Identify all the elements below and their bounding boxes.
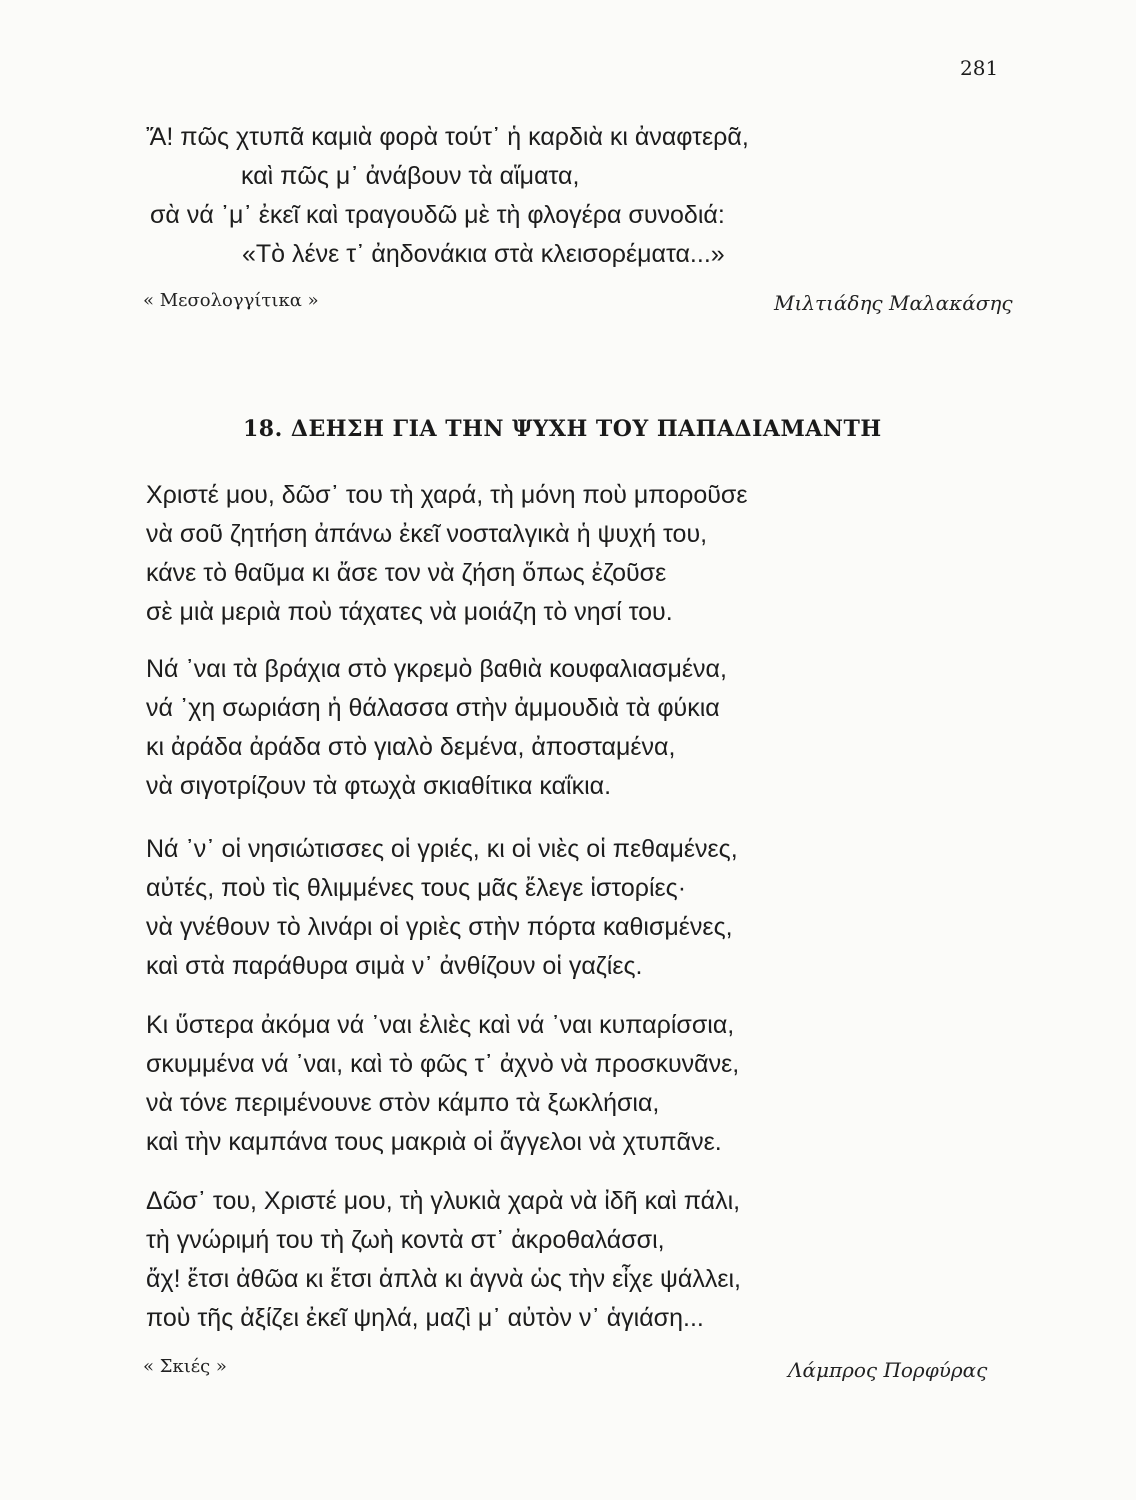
poem2-line: κάνε τὸ θαῦμα κι ἄσε τον νὰ ζήση ὅπως ἐζοῦσε bbox=[146, 559, 667, 587]
poem1-stanza bbox=[138, 118, 938, 274]
poem2-line: σὲ μιὰ μεριὰ ποὺ τάχατες νὰ μοιάζη τὸ νησί του. bbox=[146, 598, 673, 626]
poem2-line: κι ἀράδα ἀράδα στὸ γιαλὸ δεμένα, ἀποσταμένα, bbox=[146, 733, 676, 761]
poem2-line: Κι ὕστερα ἀκόμα νά ᾽ναι ἐλιὲς καὶ νά ᾽ναι κυπαρίσσια, bbox=[146, 1011, 735, 1039]
poem1-line: Ἄ! πῶς χτυπᾶ καμιὰ φορὰ τούτ᾽ ἡ καρδιὰ κι ἀναφτερᾶ, bbox=[146, 123, 749, 151]
poem2-line: ἄχ! ἔτσι ἀθῶα κι ἔτσι ἁπλὰ κι ἁγνὰ ὡς τὴν εἶχε ψάλλει, bbox=[146, 1265, 741, 1293]
poem2-line: καὶ τὴν καμπάνα τους μακριὰ οἱ ἄγγελοι νὰ χτυπᾶνε. bbox=[146, 1128, 722, 1156]
poem1-line: καὶ πῶς μ᾽ ἀνάβουν τὰ αἵματα, bbox=[241, 162, 580, 190]
poem2-line: νὰ τόνε περιμένουνε στὸν κάμπο τὰ ξωκλήσια, bbox=[146, 1089, 660, 1117]
poem2-line: νὰ γνέθουν τὸ λινάρι οἱ γριὲς στὴν πόρτα καθισμένες, bbox=[146, 913, 733, 941]
poem1-line: «Τὸ λένε τ᾽ ἀηδονάκια στὰ κλεισορέματα...» bbox=[242, 240, 725, 268]
poem2-stanza-3 bbox=[146, 830, 738, 986]
poem1-source: « Μεσολογγίτικα » bbox=[143, 290, 319, 311]
poem2-author: Λάμπρος Πορφύρας bbox=[788, 1358, 988, 1382]
poem2-line: σκυμμένα νά ᾽ναι, καὶ τὸ φῶς τ᾽ ἀχνὸ νὰ προσκυνᾶνε, bbox=[146, 1050, 740, 1078]
poem2-line: καὶ στὰ παράθυρα σιμὰ ν᾽ ἀνθίζουν οἱ γαζίες. bbox=[146, 952, 643, 980]
poem2-line: νά ᾽χη σωριάση ἡ θάλασσα στὴν ἀμμουδιὰ τὰ φύκια bbox=[146, 694, 720, 722]
poem2-line: Νά ᾽ναι τὰ βράχια στὸ γκρεμὸ βαθιὰ κουφαλιασμένα, bbox=[146, 655, 727, 683]
poem2-line: νὰ σοῦ ζητήση ἀπάνω ἐκεῖ νοσταλγικὰ ἡ ψυχή του, bbox=[146, 520, 708, 548]
poem-title: 18. ΔΕΗΣΗ ΓΙΑ ΤΗΝ ΨΥΧΗ ΤΟΥ ΠΑΠΑΔΙΑΜΑΝΤΗ bbox=[243, 416, 882, 442]
poem2-source: « Σκιές » bbox=[143, 1356, 227, 1377]
poem1-author: Μιλτιάδης Μαλακάσης bbox=[774, 291, 1013, 315]
poem1-line: σὰ νά ᾽μ᾽ ἐκεῖ καὶ τραγουδῶ μὲ τὴ φλογέρα συνοδιά: bbox=[150, 201, 725, 229]
page-number: 281 bbox=[960, 56, 999, 80]
poem2-stanza-5 bbox=[146, 1182, 741, 1338]
poem2-line: ποὺ τῆς ἀξίζει ἐκεῖ ψηλά, μαζὶ μ᾽ αὐτὸν ν᾽ ἁγιάση... bbox=[146, 1304, 704, 1332]
poem2-line: τὴ γνώριμή του τὴ ζωὴ κοντὰ στ᾽ ἀκροθαλάσσι, bbox=[146, 1226, 665, 1254]
poem2-stanza-2 bbox=[146, 650, 727, 806]
poem2-stanza-1 bbox=[146, 476, 747, 632]
poem2-line: Χριστέ μου, δῶσ᾽ του τὴ χαρά, τὴ μόνη ποὺ μποροῦσε bbox=[146, 481, 748, 509]
poem2-line: αὐτές, ποὺ τὶς θλιμμένες τους μᾶς ἔλεγε ἱστορίες· bbox=[146, 874, 687, 902]
poem2-stanza-4 bbox=[146, 1006, 739, 1162]
poem2-line: Δῶσ᾽ του, Χριστέ μου, τὴ γλυκιὰ χαρὰ νὰ ἰδῆ καὶ πάλι, bbox=[146, 1187, 741, 1215]
poem2-line: Νά ᾽ν᾽ οἱ νησιώτισσες οἱ γριές, κι οἱ νιὲς οἱ πεθαμένες, bbox=[146, 835, 738, 863]
poem2-line: νὰ σιγοτρίζουν τὰ φτωχὰ σκιαθίτικα καΐκια. bbox=[146, 772, 612, 800]
